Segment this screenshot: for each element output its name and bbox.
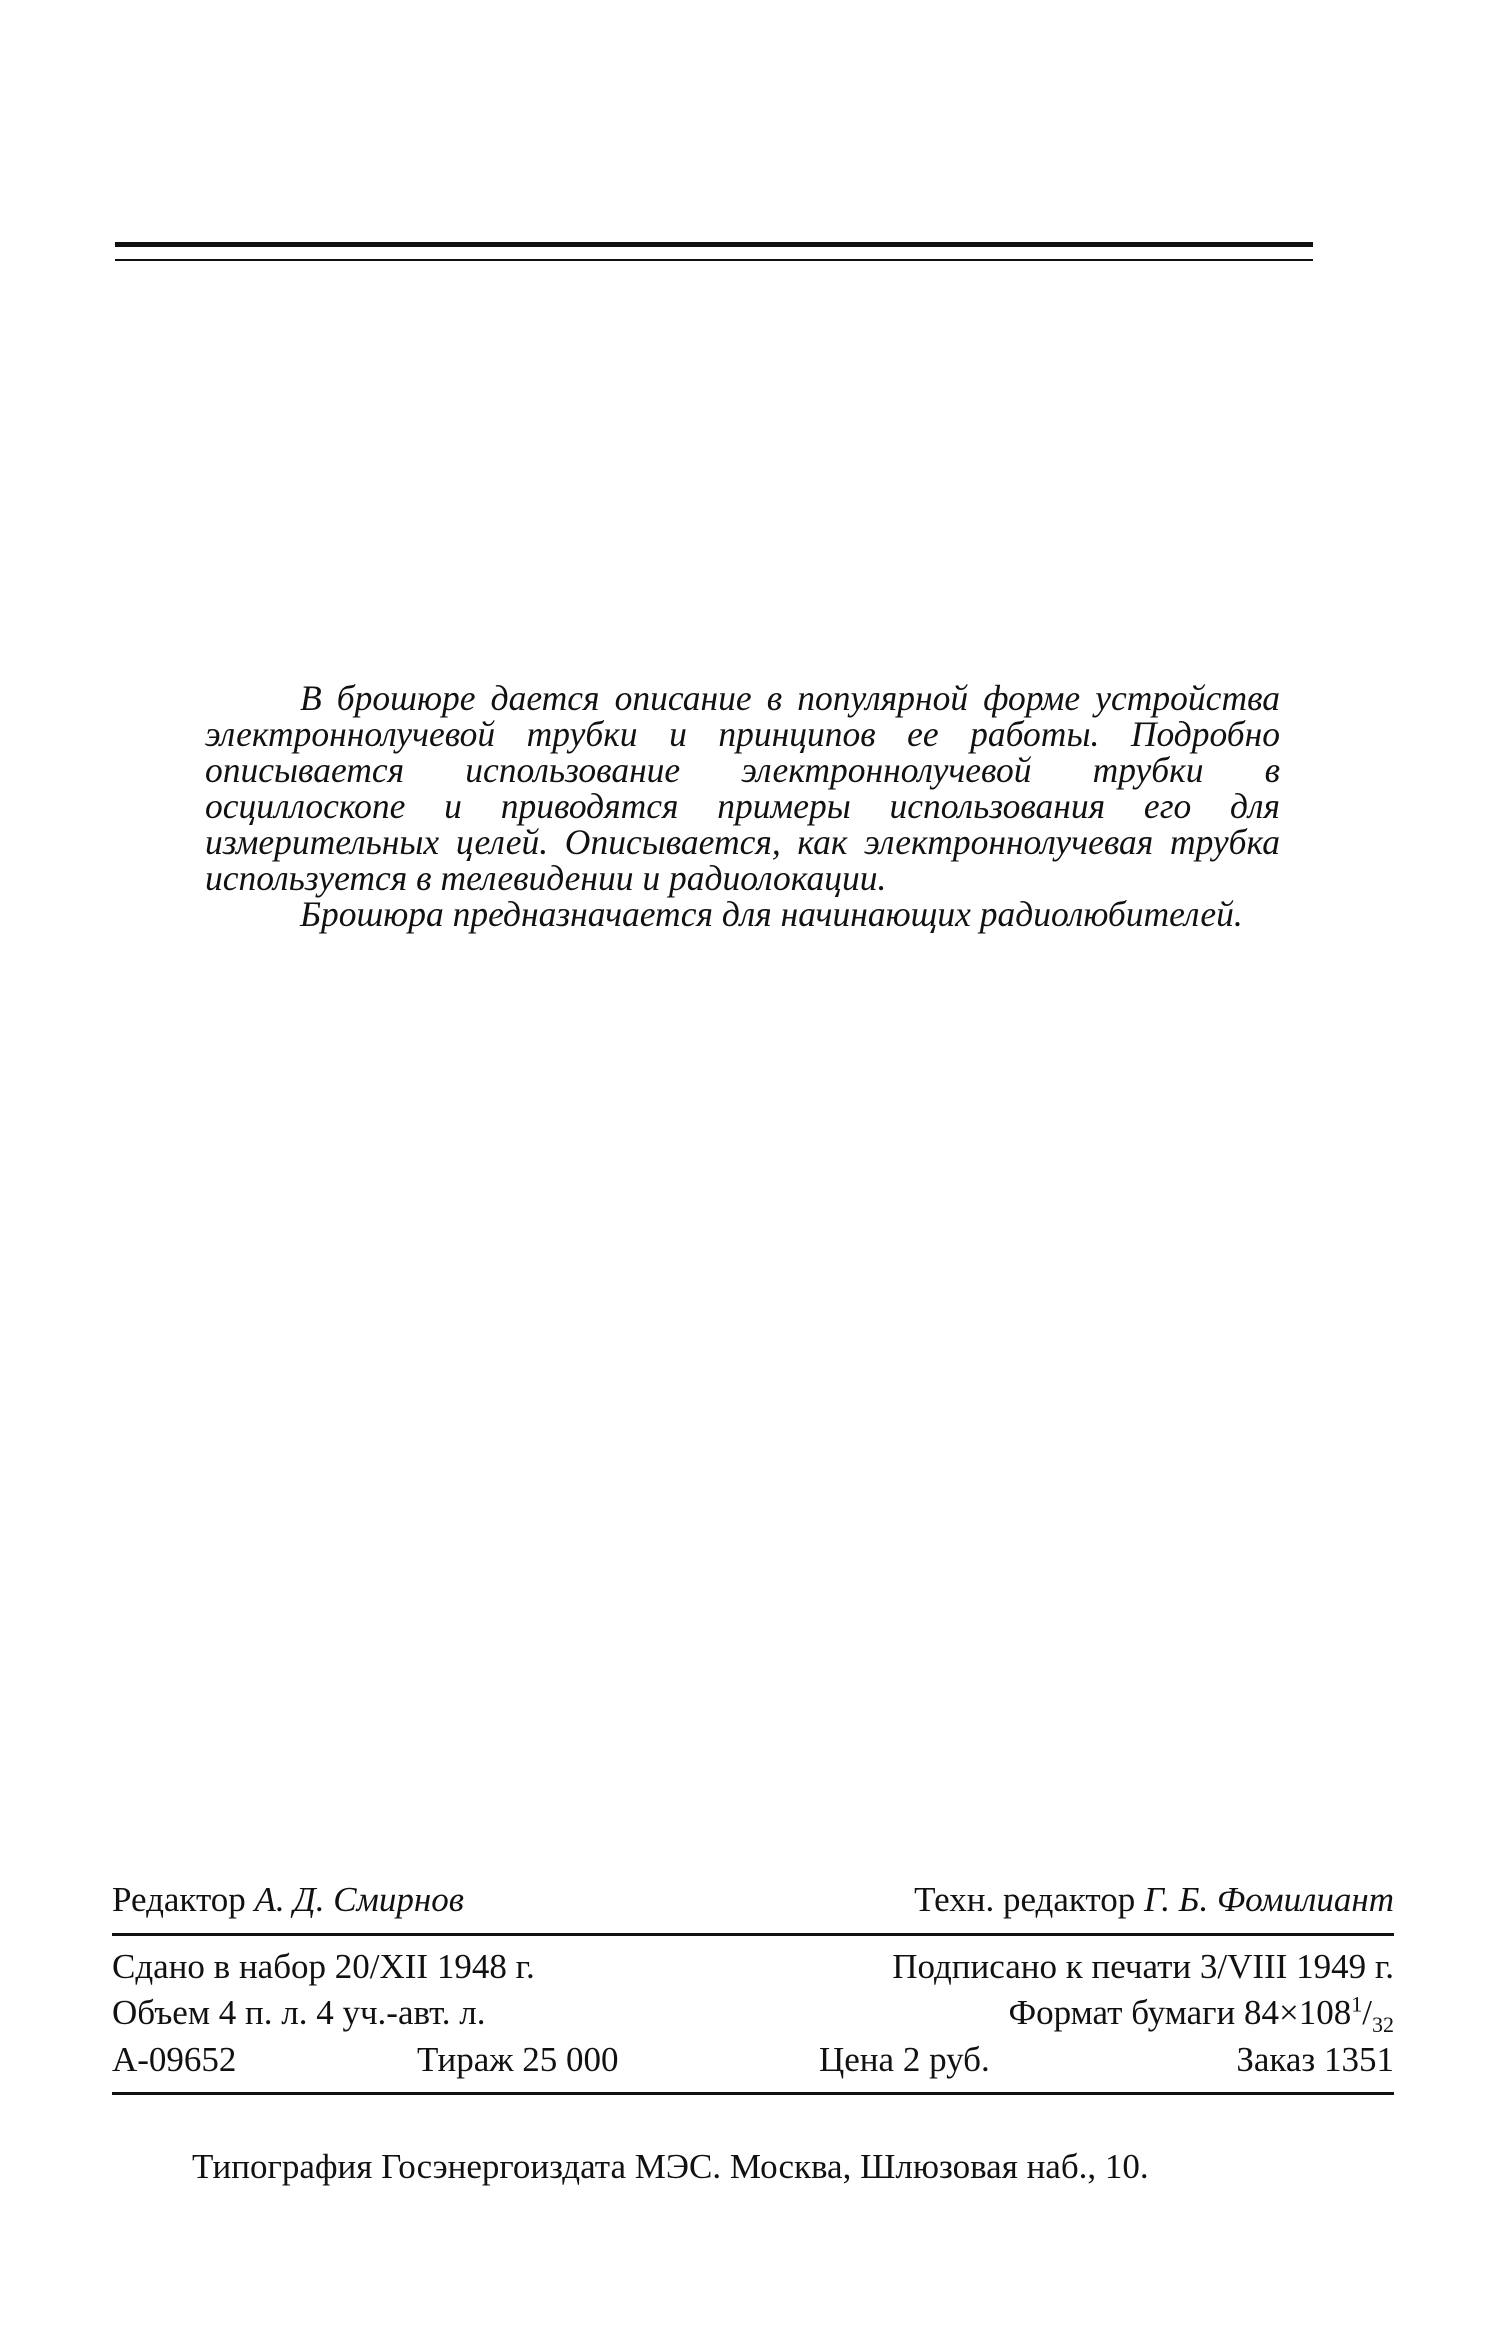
abstract-block [205,680,1280,932]
publication-code: А-09652 [112,2040,237,2079]
signed-date: Подписано к печати 3/VIII 1949 г. [892,1947,1394,1986]
tech-editor-name: Г. Б. Фомилиант [1144,1880,1394,1919]
editor-credit [112,1880,464,1920]
paper-format-sup: 1 [1351,1991,1363,2017]
paper-format-main: 84×108 [1244,1993,1352,2032]
paper-format-label: Формат бумаги [1008,1993,1236,2032]
abstract-paragraph-2: Брошюра предназначается для начинающих радиолюбителей. [300,894,1243,934]
abstract-paragraph-1: В брошюре дается описание в популярной форме устройства электроннолучевой трубки и принципов ее работы. Подробно описывается использование электроннолучевой трубки в осциллоскопе и приводятся примеры использования его для измерительных целей. Описывается, как электроннолучевая трубка используется в телевидении и радиолокации. [205,678,1280,898]
printer-line: Типография Госэнергоиздата МЭС. Москва, Шлюзовая наб., 10. [192,2147,1149,2186]
tech-editor-credit [914,1880,1394,1920]
price: Цена 2 руб. [819,2040,990,2079]
top-thin-rule [115,259,1313,261]
top-thick-rule [115,242,1313,247]
editor-name: А. Д. Смирнов [254,1880,464,1919]
volume: Объем 4 п. л. 4 уч.-авт. л. [112,1993,486,2032]
imprint-rule-bottom [112,2092,1394,2095]
code-row [112,2040,1394,2084]
paper-format: Формат бумаги $84\times 108^1/_{32}$ [1008,1991,1394,2037]
volume-row [112,1993,1394,2037]
tech-editor-label: Техн. редактор [914,1880,1136,1919]
editors-row [112,1880,1394,1924]
print-run: Тираж 25 000 [417,2040,619,2079]
editor-label: Редактор [112,1880,246,1919]
imprint-rule-top [112,1933,1394,1936]
order-number: Заказ 1351 [1236,2040,1394,2079]
paper-format-sub: 32 [1372,2012,1394,2037]
submitted-date: Сдано в набор 20/XII 1948 г. [112,1947,535,1986]
dates-row [112,1947,1394,1991]
